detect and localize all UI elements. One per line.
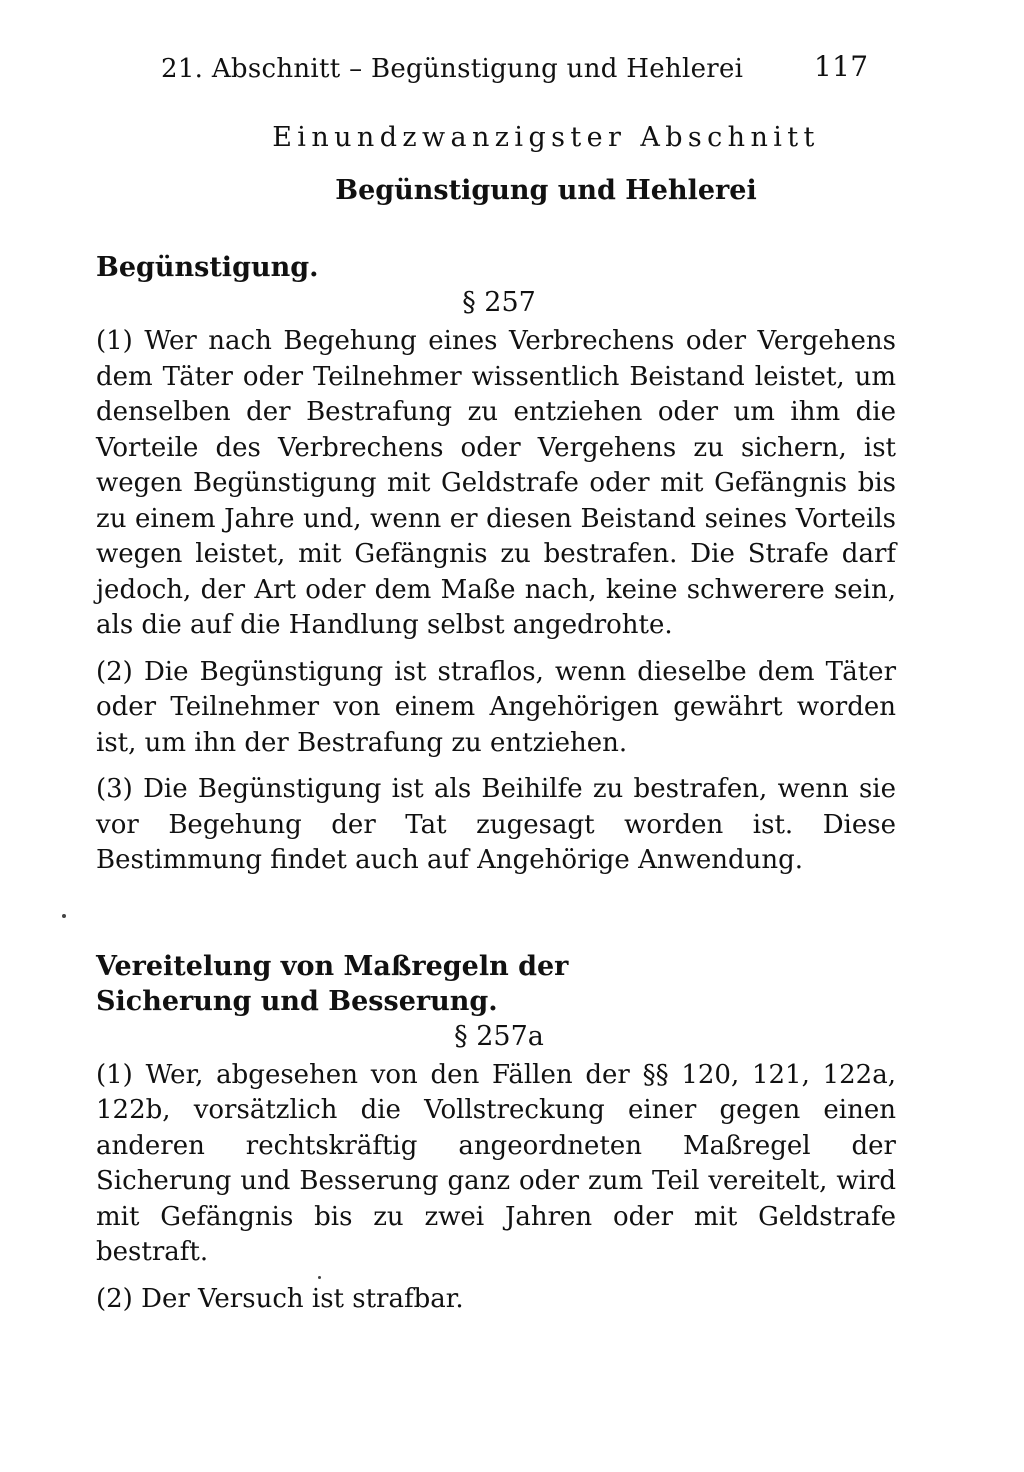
paragraph-mark: § 257a xyxy=(454,1020,544,1052)
page-number: 117 xyxy=(814,50,869,83)
running-title: 21. Abschnitt – Begünstigung und Hehlerei xyxy=(161,54,744,84)
clause-1: (1) Wer nach Begehung eines Verbrechens oder Vergehens dem Täter oder Teilnehmer wissentlich Beistand leistet, um denselben der Bestrafung zu entziehen oder um ihm die Vorteile des Verbrechens oder Vergehens zu sichern, ist wegen Begünstigung mit Geldstrafe oder mit Gefängnis bis zu einem Jahre und, wenn er diesen Beistand seines Vorteils wegen leistet, mit Gefängnis zu bestrafen. Die Strafe darf jedoch, der Art oder dem Maße nach, keine schwerere sein, als die auf die Handlung selbst angedrohte. xyxy=(96,326,896,640)
section-title: Begünstigung. xyxy=(96,252,319,283)
paragraph-mark: § 257 xyxy=(462,287,536,318)
clause-2: (2) Der Versuch ist strafbar. xyxy=(96,1283,464,1314)
document-page xyxy=(96,40,896,1317)
section-title: Vereitelung von Maßregeln der Sicherung und Besserung. xyxy=(96,950,569,1017)
print-speck xyxy=(62,914,66,918)
clause-3: (3) Die Begünstigung ist als Beihilfe zu bestrafen, wenn sie vor Begehung der Tat zugesagt worden ist. Diese Bestimmung findet auch auf Angehörige Anwendung. xyxy=(96,774,896,875)
print-speck xyxy=(318,1276,321,1279)
clause-1: (1) Wer, abgesehen von den Fällen der §§ 120, 121, 122a, 122b, vorsätzlich die Vollstreckung einer gegen einen anderen rechtskräftig angeordneten Maßregel der Sicherung und Besserung ganz oder zum Teil vereitelt, wird mit Gefängnis bis zu zwei Jahren oder mit Geldstrafe bestraft. xyxy=(96,1059,896,1267)
clause-2: (2) Die Begünstigung ist straflos, wenn dieselbe dem Täter oder Teilnehmer von einem Angehörigen gewährt worden ist, um ihn der Bestrafung zu entziehen. xyxy=(96,656,896,758)
section-beguenstigung xyxy=(96,250,896,879)
chapter-heading: Einundzwanzigster Abschnitt xyxy=(272,122,820,153)
section-vereitelung-body xyxy=(96,1019,896,1318)
running-header xyxy=(96,40,896,90)
chapter-title: Begünstigung und Hehlerei xyxy=(335,175,757,206)
section-vereitelung xyxy=(96,949,716,1019)
